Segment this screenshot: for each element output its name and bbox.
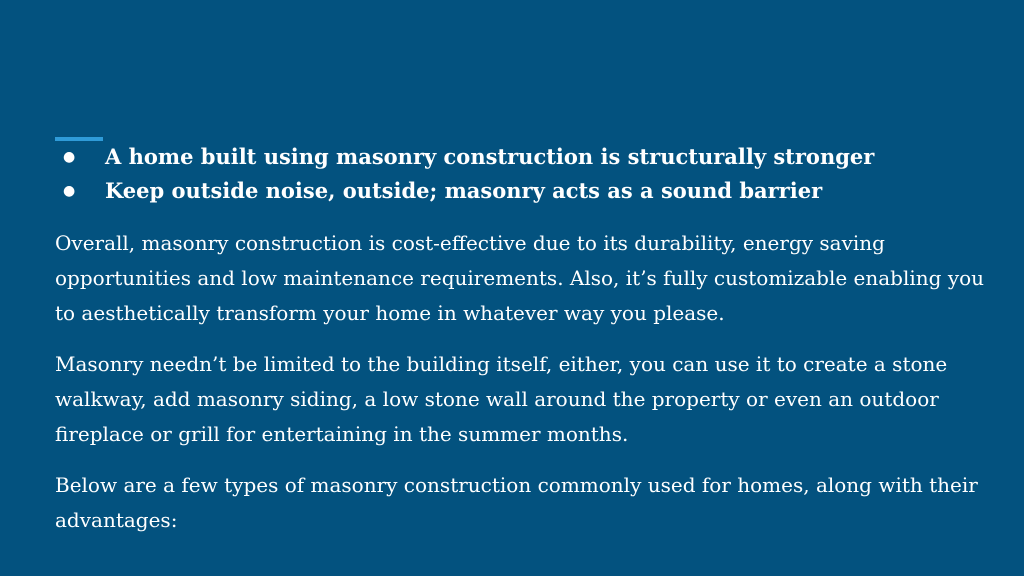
body-text <box>55 226 985 554</box>
bullet-item <box>55 174 995 208</box>
bullet-dot-icon: ● <box>63 183 76 199</box>
paragraph: Below are a few types of masonry construction commonly used for homes, along with their advantages: <box>55 473 978 532</box>
bullet-text: A home built using masonry construction is structurally stronger <box>105 144 875 169</box>
paragraph: Overall, masonry construction is cost-effective due to its durability, energy saving opportunities and low maintenance requirements. Also, it’s fully customizable enabling you to aesthetically transform your home in whatever way you please. <box>55 231 985 325</box>
paragraph: Masonry needn’t be limited to the building itself, either, you can use it to create a stone walkway, add masonry siding, a low stone wall around the property or even an outdoor fireplace or grill for entertaining in the summer months. <box>55 352 948 446</box>
bullet-list <box>55 140 995 208</box>
bullet-dot-icon: ● <box>63 149 76 165</box>
bullet-text: Keep outside noise, outside; masonry acts as a sound barrier <box>105 178 823 203</box>
bullet-item <box>55 140 995 174</box>
